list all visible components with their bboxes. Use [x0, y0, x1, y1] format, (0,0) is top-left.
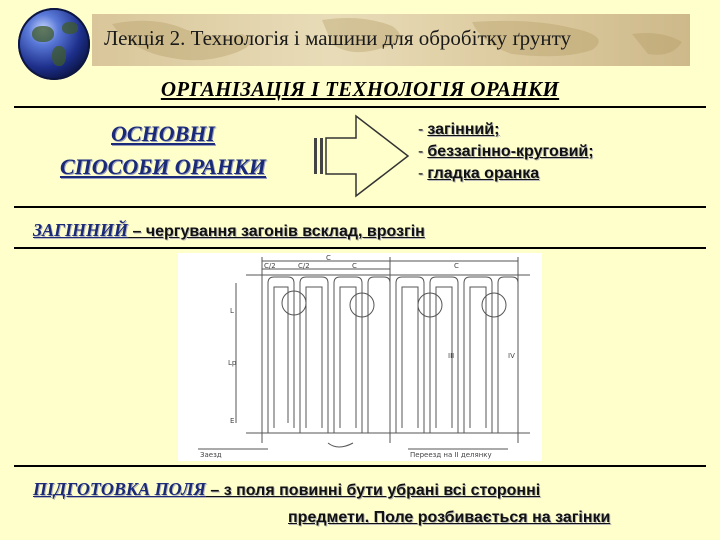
method-label: беззагінно-круговий;: [427, 143, 594, 160]
divider-1: [14, 106, 706, 108]
method-label: гладка оранка: [427, 165, 540, 182]
methods-heading-line2: СПОСОБИ ОРАНКИ: [59, 154, 267, 179]
list-item: [418, 141, 594, 163]
diagram-label-side: L: [230, 307, 234, 315]
method-label: загінний;: [427, 121, 500, 138]
diagram-label-roman: III: [448, 352, 455, 360]
diagram-label-roman: IV: [508, 352, 515, 360]
diagram-label-top: С: [352, 262, 357, 270]
preparation-term: ПІДГОТОВКА ПОЛЯ: [33, 479, 206, 499]
preparation-text-1: – з поля повинні бути убрані всі сторонні: [205, 482, 541, 499]
diagram-label-side: Е: [230, 417, 235, 425]
definition-term: ЗАГІННИЙ: [33, 220, 129, 240]
methods-heading: [18, 117, 308, 183]
diagram-label-top: С: [326, 254, 331, 262]
bullet-dash: -: [418, 143, 424, 160]
diagram-label-transfer: Переезд на II делянку: [410, 451, 492, 459]
plowing-pattern-diagram: [178, 253, 542, 461]
divider-4: [14, 465, 706, 467]
diagram-label-side: Lр: [228, 359, 237, 367]
diagram-label-top: С/2: [298, 262, 310, 270]
diagram-label-top: С: [454, 262, 459, 270]
diagram-label-entry: Заезд: [200, 451, 222, 459]
lecture-title: [104, 26, 684, 51]
methods-heading-line1: ОСНОВНІ: [111, 121, 215, 146]
bullet-dash: -: [418, 121, 424, 138]
preparation-text-2: предмети. Поле розбивається на загінки: [288, 509, 611, 526]
list-item: [418, 163, 594, 185]
lecture-subject: Технологія і машини для обробітку ґрунту: [190, 26, 572, 50]
definition-line: [33, 220, 425, 241]
divider-2: [14, 206, 706, 208]
globe-icon: [18, 8, 90, 80]
divider-3: [14, 247, 706, 249]
right-arrow-icon: [312, 114, 412, 198]
definition-text: – чергування загонів всклад, врозгін: [128, 223, 425, 240]
methods-list: [418, 119, 594, 185]
lecture-number: Лекція 2.: [104, 26, 186, 50]
bullet-dash: -: [418, 165, 424, 182]
page-title: ОРГАНІЗАЦІЯ І ТЕХНОЛОГІЯ ОРАНКИ: [160, 77, 560, 101]
list-item: [418, 119, 594, 141]
preparation-line: [33, 479, 540, 500]
diagram-label-top: С/2: [264, 262, 276, 270]
